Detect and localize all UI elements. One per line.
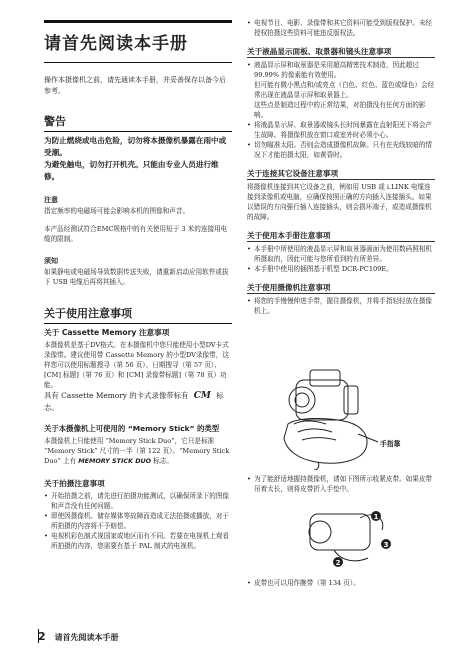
- list-item: • 本手册中使用的插图基于机型 DCR-PC109E。: [247, 264, 435, 274]
- step-label-2: 2: [335, 559, 341, 567]
- memory-stick-text: 本摄像机上只能使用 “Memory Stick Duo”，它只是标准 “Memory Stick” 尺寸的一半（第 122 页）。“Memory Stick Duo” 上有: [44, 437, 230, 465]
- hand-grip-illustration: [258, 362, 408, 470]
- usage-heading: 关于使用注意事项: [44, 305, 232, 324]
- connection-section: [247, 168, 435, 222]
- hand-drawing: [284, 418, 367, 470]
- page-number: 2: [38, 630, 46, 643]
- title-box: [44, 20, 232, 63]
- strap-camera-drawing: [309, 514, 383, 561]
- wrist-strap-section: [247, 578, 435, 588]
- grip-pointer-line: [358, 434, 378, 442]
- list-item: • 为了能舒适地握持摄像机，请如下图所示收紧皮带。如果皮带吊着太长，则将皮带折入手垫中。: [247, 474, 435, 494]
- lcd-list: [247, 60, 435, 160]
- list-item: • 液晶显示屏和取景器是采用超高精密技术制造，因此超过 99.99% 的像素能有效使用。 但可能有微小黑点和/或亮点（白色、红色、蓝色或绿色）会经常出现在液晶显示屏和取景器上。 这些点是制造过程中的正常结果，对拍摄没有任何方面的影响。: [247, 60, 435, 120]
- cassette-memory-logo: CM: [193, 391, 211, 401]
- page-footer: [38, 630, 118, 643]
- memory-stick-duo-logo: MEMORY STICK DUO: [78, 457, 152, 465]
- manual-section: [247, 230, 435, 274]
- camera-body-drawing: [289, 370, 358, 420]
- footer-title: 请首先阅读本手册: [54, 633, 119, 642]
- grip-label: 手指靠: [380, 440, 401, 448]
- usage-section: [44, 305, 232, 551]
- step-markers: [333, 511, 391, 567]
- list-item: • 切勿瞄准太阳。否则会造成摄像机故障。只有在光线较暗的情况下才能拍摄太阳，如黄昏时。: [247, 140, 435, 160]
- handling-heading: 关于使用摄像机注意事项: [247, 282, 435, 294]
- manual-heading: 关于使用本手册注意事项: [247, 230, 435, 242]
- notice-heading: 注意: [44, 196, 58, 204]
- emc-notice: 本产品经测试符合EMC规格中的有关使用短于 3 米的连接用电缆的限制。: [44, 225, 228, 243]
- cassette-body: 本摄像机是基于DV格式。在本摄像机中您只能使用小型DV卡式录像带。建议使用带 Cassette Memory 的小型DV录像带，这样您可以使用标题搜寻（第 56 页）、日期搜寻（第 57 页）、[CM] 标题]（第 76 页）和 [CM] 录像带标题]（第 78 页）功能。: [44, 341, 229, 389]
- notice-body: 指定频率的电磁场可能会影响本机的图像和声音。: [44, 207, 190, 215]
- recording-list: [44, 491, 232, 551]
- warning-line-1: 为防止燃烧或电击危险，切勿将本摄像机暴露在雨中或受潮。: [44, 136, 227, 157]
- left-column: [44, 14, 232, 551]
- warning-heading: 警告: [44, 113, 232, 132]
- list-item: • 将您的手慢慢伸进手带，握住摄像机，并将手指轻轻放在摄像机上。: [247, 296, 435, 316]
- list-item: • 开始拍摄之前，请先进行拍摄功能测试，以确保所录下的图像和声音没有任何问题。: [44, 491, 232, 511]
- recording-heading: 关于拍摄注意事项: [44, 479, 105, 488]
- cassette-mark-text: 具有 Cassette Memory 的卡式录像带标有: [44, 391, 189, 400]
- memory-stick-heading: 关于本摄像机上可使用的 “Memory Stick” 的类型: [44, 424, 220, 433]
- manual-list: [247, 244, 435, 274]
- right-column: [247, 18, 435, 316]
- lcd-section: [247, 46, 435, 160]
- page-title: 请首先阅读本手册: [44, 34, 188, 54]
- cassette-heading: 关于 Cassette Memory 注意事项: [44, 328, 170, 337]
- copyright-list: [247, 18, 435, 38]
- strap-list: [247, 474, 435, 494]
- connection-heading: 关于连接其它设备注意事项: [247, 168, 435, 180]
- cassette-mark-line: [44, 390, 232, 414]
- wrist-strap-list: [247, 578, 435, 588]
- handling-section: [247, 282, 435, 316]
- step-label-3: 3: [383, 541, 389, 549]
- memory-stick-suffix: 标志。: [153, 457, 174, 465]
- intro-text: 操作本摄像机之前，请先通读本手册，并妥善保存以备今后参考。: [44, 76, 226, 95]
- list-item: • 本手册中所使用的液晶显示屏和取景器画面为使用数码照相机所摄取的，因此可能与您所看到的有所差异。: [247, 244, 435, 264]
- caution-heading: 须知: [44, 257, 58, 265]
- handling-list: [247, 296, 435, 316]
- warning-section: [44, 113, 232, 183]
- list-item: • 将液晶显示屏、取景器或镜头长时间暴露在直射阳光下将会产生故障。将摄像机放在窗口或室外时必须小心。: [247, 120, 435, 140]
- strap-illustration: [290, 500, 400, 572]
- lcd-heading: 关于液晶显示面板、取景器和镜头注意事项: [247, 46, 435, 58]
- warning-line-2: 为避免触电，切勿打开机壳。只能由专业人员进行维修。: [44, 160, 219, 181]
- notice-section: [44, 195, 232, 244]
- strap-section: [247, 474, 435, 494]
- connection-body: 将摄像机连接到其它设备之前，例如用 USB 或 i.LINK 电缆连接到录像机或电脑，应确保按照正确的方向插入连接插头。如果以错误的方向强行插入连接插头，则会损坏端子，或造成摄像机的故障。: [247, 183, 432, 221]
- cassette-mark-suffix: 标志。: [44, 391, 224, 412]
- caution-section: [44, 256, 232, 287]
- caution-body: 如果静电或电磁场导致数据传送失败，请重新启动应用软件或拔下 USB 电缆后再将其插入。: [44, 268, 229, 286]
- list-item: • 皮带也可以用作腕带（第 134 页）。: [247, 578, 435, 588]
- list-item: • 即使因摄像机、储存媒体等故障而造成无法拍摄或播放，对于所拍摄的内容将不予赔偿。: [44, 511, 232, 531]
- list-item: • 电视节目、电影、录像带和其它资料可能受到版权保护。未经授权拍摄这些资料可能违反版权法。: [247, 18, 435, 38]
- step-label-1: 1: [373, 513, 379, 521]
- memory-stick-body: [44, 436, 232, 466]
- list-item: • 电视机彩色制式视国家或地区而有不同。若要在电视机上观看所拍摄的内容，您需要有基于 PAL 制式的电视机。: [44, 531, 232, 551]
